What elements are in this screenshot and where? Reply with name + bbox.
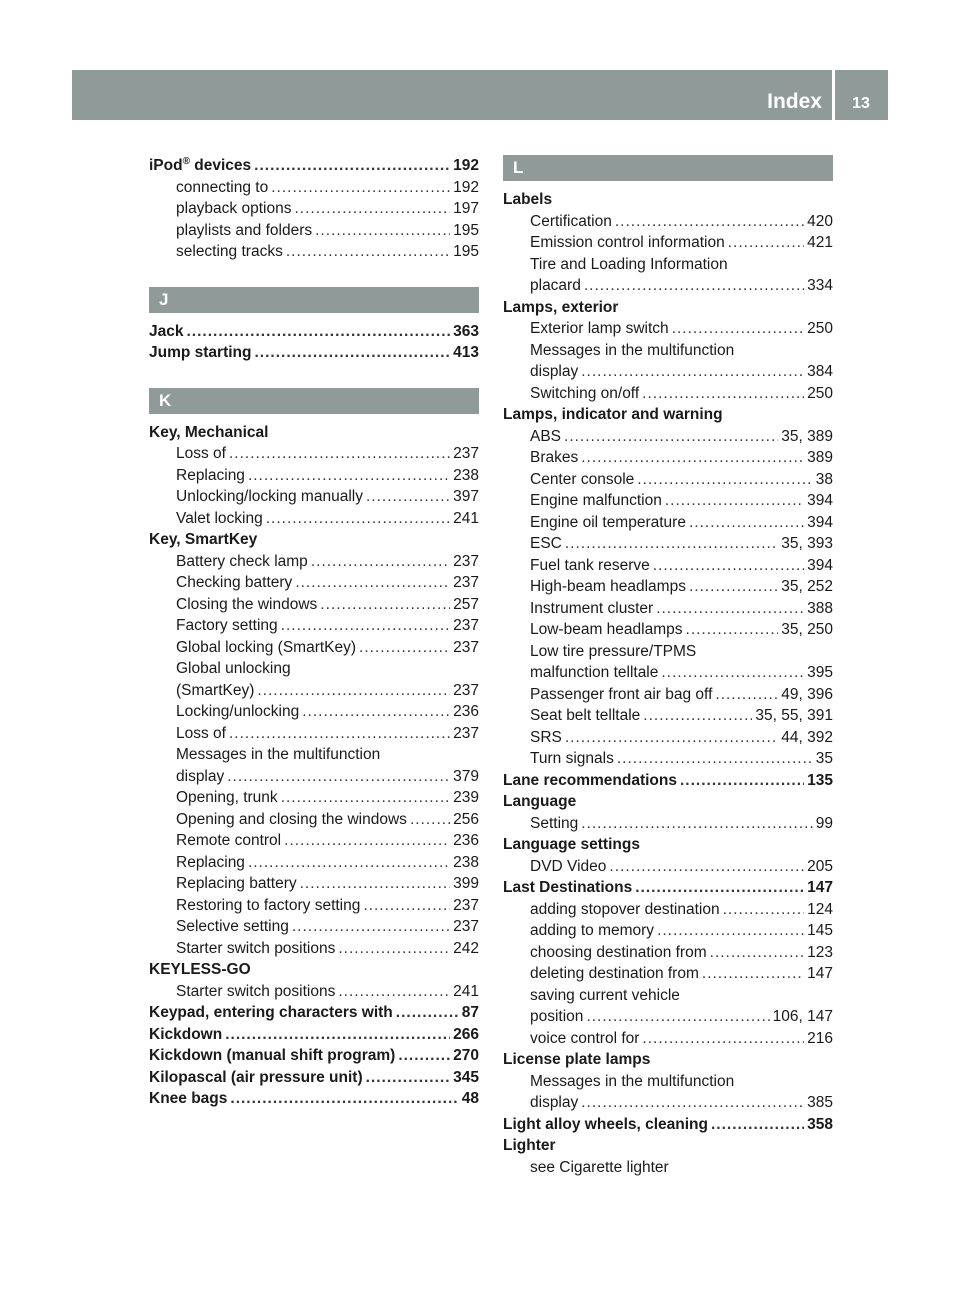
page-reference: 147 [807,879,833,896]
index-entry [149,981,479,1003]
page-reference: 394 [807,513,833,531]
index-heading: Messages in the multifunction [530,1072,735,1090]
dot-leader [254,155,450,177]
index-heading: License plate lamps [503,1051,651,1068]
entry-term: display [530,1094,579,1111]
index-heading: Lighter [503,1137,556,1154]
page-reference: 257 [453,595,479,613]
entry-term: adding to memory [530,922,655,939]
index-entry [149,701,479,723]
page-reference: 395 [807,664,833,681]
page-reference: 389 [807,449,833,466]
entry-term: Factory setting [176,617,278,634]
dot-leader [266,508,450,530]
index-entry [149,830,479,852]
entry-term: adding stopover destination [530,900,720,918]
entry-term: Emission control information [530,234,725,251]
index-entry [149,1088,479,1110]
dot-leader [642,383,804,405]
page-reference: 421 [807,234,833,251]
dot-leader [320,594,450,616]
dot-leader [586,1006,769,1028]
entry-term: placard [530,277,581,294]
index-entry [149,241,479,263]
entry-term: Passenger front air bag off [530,685,713,703]
page-reference: 99 [815,814,833,832]
page-reference: 420 [807,212,833,230]
page-reference: 35, 250 [781,621,833,638]
page-reference: 237 [453,896,479,914]
page-reference: 35, 393 [781,535,833,552]
entry-term: deleting destination from [530,965,699,982]
page-reference: 250 [807,384,833,402]
index-entry [149,1045,479,1067]
index-entry [149,615,479,637]
dot-leader [271,177,450,199]
dot-leader [584,275,804,297]
page-reference: 394 [807,492,833,509]
page-reference: 379 [453,767,479,785]
dot-leader [635,877,804,899]
index-entry [503,899,833,921]
entry-term: playback options [176,200,292,217]
entry-term: Loss of [176,445,226,462]
page-reference: 237 [453,574,479,591]
index-entry [149,443,479,465]
index-entry [149,551,479,573]
page-reference: 238 [453,466,479,484]
dot-leader [723,899,805,921]
entry-term: Low-beam headlamps [530,621,683,638]
page-reference: 236 [453,703,479,720]
index-entry [503,1006,833,1028]
dot-leader [581,1092,804,1114]
page-reference: 236 [453,832,479,849]
entry-term: (SmartKey) [176,681,255,699]
index-heading: Key, SmartKey [149,531,258,548]
page-reference: 216 [807,1029,833,1047]
entry-term: SRS [530,728,562,746]
page-reference: 38 [815,470,833,488]
entry-term: Opening, trunk [176,789,278,806]
index-entry [149,723,479,745]
index-entry [503,705,833,727]
entry-term: iPod® devices [149,155,252,174]
section-letter-header: L [503,155,833,181]
index-heading: saving current vehicle [530,986,680,1004]
index-entry [149,895,479,917]
index-entry [503,963,833,985]
dot-leader [689,576,778,598]
index-entry [149,342,479,364]
page-reference: 388 [807,599,833,617]
index-heading: Messages in the multifunction [530,341,735,359]
page-reference: 35, 252 [781,578,833,595]
entry-term: Exterior lamp switch [530,320,669,337]
index-entry [503,426,833,448]
index-entry [503,1028,833,1050]
entry-term: Starter switch positions [176,939,336,957]
entry-term: Loss of [176,724,226,742]
dot-leader [728,232,804,254]
dot-leader [366,486,450,508]
index-entry [149,1002,479,1024]
dot-leader [338,981,450,1003]
page-reference: 397 [453,488,479,505]
dot-leader [227,766,450,788]
page-reference: 237 [453,724,479,742]
dot-leader [248,852,450,874]
dot-leader [689,512,804,534]
index-entry [149,155,479,177]
index-entry [149,594,479,616]
dot-leader [656,598,804,620]
dot-leader [581,447,804,469]
index-heading: Key, Mechanical [149,423,269,441]
index-entry [503,942,833,964]
index-entry [503,1092,833,1114]
section-letter-header: K [149,388,479,414]
index-heading: Lamps, exterior [503,298,619,316]
dot-leader [609,856,804,878]
index-heading: Messages in the multifunction [176,746,381,763]
entry-term: Keypad, entering characters with [149,1004,393,1021]
index-heading: Tire and Loading Information [530,255,728,273]
dot-leader [302,701,450,723]
dot-leader [281,615,450,637]
dot-leader [637,469,812,491]
page-reference: 385 [807,1094,833,1111]
dot-leader [186,321,450,343]
dot-leader [565,533,778,555]
page-reference: 358 [807,1115,833,1133]
dot-leader [281,787,450,809]
dot-leader [710,942,804,964]
entry-term: Global locking (SmartKey) [176,638,357,656]
page-reference: 238 [453,853,479,871]
index-entry [149,572,479,594]
index-entry [503,1114,833,1136]
dot-leader [410,809,450,831]
index-column-right [503,155,833,1178]
index-entry [149,809,479,831]
entry-term: Kilopascal (air pressure unit) [149,1068,363,1086]
index-entry [503,877,833,899]
index-entry [149,321,479,343]
entry-term: Engine malfunction [530,492,662,509]
page-reference: 195 [453,221,479,239]
page-reference: 205 [807,857,833,875]
index-entry [503,490,833,512]
entry-term: Kickdown [149,1025,223,1043]
page-reference: 106, 147 [772,1008,833,1025]
entry-term: Replacing [176,466,245,484]
index-heading: Global unlocking [176,660,291,677]
dot-leader [615,211,804,233]
index-entry [503,598,833,620]
entry-term: Valet locking [176,509,263,527]
entry-term: Brakes [530,449,579,466]
page-reference: 145 [807,922,833,939]
entry-term: Switching on/off [530,384,640,402]
index-heading: KEYLESS-GO [149,961,251,978]
entry-term: High-beam headlamps [530,578,686,595]
index-entry [149,220,479,242]
page-reference: 123 [807,943,833,961]
index-entry [149,637,479,659]
dot-leader [643,705,752,727]
page-reference: 384 [807,363,833,380]
entry-term: malfunction telltale [530,664,659,681]
entry-term: Unlocking/locking manually [176,488,363,505]
page-title: Index [767,90,822,113]
index-entry [149,508,479,530]
dot-leader [680,770,804,792]
page-reference: 49, 396 [781,685,833,703]
dot-leader [657,920,804,942]
dot-leader [686,619,779,641]
page-reference: 399 [453,875,479,892]
dot-leader [229,723,450,745]
dot-leader [665,490,804,512]
dot-leader [286,241,450,263]
index-entry [503,856,833,878]
index-entry [149,873,479,895]
index-heading: Labels [503,191,553,208]
page-reference: 124 [807,900,833,918]
entry-term: playlists and folders [176,221,313,239]
entry-term: Lane recommendations [503,771,677,789]
entry-term: ESC [530,535,562,552]
page-reference: 237 [453,617,479,634]
dot-leader [581,813,812,835]
index-entry [503,447,833,469]
index-entry [149,938,479,960]
entry-term: display [176,767,225,785]
page-reference: 197 [453,200,479,217]
dot-leader [396,1002,459,1024]
dot-leader [366,1067,451,1089]
index-entry [503,748,833,770]
page-reference: 394 [807,556,833,574]
index-entry [503,232,833,254]
index-entry [503,361,833,383]
entry-term: Battery check lamp [176,552,308,570]
entry-term: Light alloy wheels, cleaning [503,1115,708,1133]
dot-leader [564,426,778,448]
page-reference: 250 [807,320,833,337]
dot-leader [248,465,450,487]
index-entry [503,211,833,233]
page-reference: 48 [461,1090,479,1107]
entry-term: Jack [149,322,184,340]
page-reference: 87 [461,1004,479,1021]
dot-leader [661,662,804,684]
entry-term: voice control for [530,1029,640,1047]
dot-leader [284,830,450,852]
page-reference: 266 [453,1025,479,1043]
index-entry [503,920,833,942]
index-entry [503,469,833,491]
index-heading: Language [503,793,577,810]
page-reference: 237 [453,638,479,656]
dot-leader [565,727,778,749]
dot-leader [363,895,450,917]
dot-leader [398,1045,450,1067]
index-entry [503,662,833,684]
index-entry [503,512,833,534]
entry-term: Turn signals [530,750,614,767]
entry-term: Setting [530,814,579,832]
index-heading: Lamps, indicator and warning [503,406,723,423]
index-entry [149,1024,479,1046]
entry-term: position [530,1008,584,1025]
index-entry [503,727,833,749]
entry-term: connecting to [176,178,269,196]
section-gap [149,364,479,388]
entry-term: Opening and closing the windows [176,810,407,828]
index-entry [149,852,479,874]
page-reference: 241 [453,509,479,527]
index-entry [149,787,479,809]
dot-leader [311,551,450,573]
dot-leader [225,1024,450,1046]
entry-term: choosing destination from [530,943,707,961]
index-entry [503,813,833,835]
index-entry [149,766,479,788]
entry-term: Instrument cluster [530,599,654,617]
index-heading: Low tire pressure/TPMS [530,642,697,660]
page-reference: 35 [815,750,833,767]
entry-term: Remote control [176,832,282,849]
index-entry [149,177,479,199]
page-reference: 44, 392 [781,728,833,746]
section-gap [149,263,479,287]
index-entry [503,576,833,598]
dot-leader [617,748,813,770]
entry-term: ABS [530,427,562,445]
page-reference: 35, 55, 391 [755,707,833,724]
index-heading: Language settings [503,836,640,853]
page-reference: 242 [453,939,479,957]
entry-term: Jump starting [149,344,252,361]
page-reference: 237 [453,681,479,699]
header-separator [832,70,835,120]
entry-term: DVD Video [530,857,607,875]
entry-term: Closing the windows [176,595,318,613]
dot-leader [359,637,450,659]
dot-leader [292,916,450,938]
page-reference: 239 [453,789,479,806]
dot-leader [257,680,450,702]
dot-leader [672,318,804,340]
index-entry [149,198,479,220]
entry-term: Engine oil temperature [530,513,686,531]
page-reference: 256 [453,810,479,828]
page-reference: 363 [453,322,479,340]
dot-leader [702,963,804,985]
index-entry [503,619,833,641]
page-reference: 192 [453,157,479,174]
index-entry [149,486,479,508]
index-entry [503,275,833,297]
page-reference: 237 [453,918,479,935]
index-entry [149,916,479,938]
entry-term: Certification [530,212,612,230]
page-reference: 241 [453,982,479,1000]
dot-leader [300,873,451,895]
section-letter-header: J [149,287,479,313]
entry-term: Restoring to factory setting [176,896,361,914]
dot-leader [715,684,778,706]
index-heading: see Cigarette lighter [530,1158,669,1176]
index-entry [149,680,479,702]
page-number: 13 [852,95,870,112]
entry-term: Last Destinations [503,879,633,896]
entry-term: Starter switch positions [176,982,336,1000]
entry-term: selecting tracks [176,243,283,260]
page-reference: 345 [453,1068,479,1086]
page-reference: 237 [453,552,479,570]
dot-leader [229,443,450,465]
entry-term: Selective setting [176,918,289,935]
page-reference: 237 [453,445,479,462]
page-reference: 270 [453,1047,479,1064]
index-entry [503,318,833,340]
index-entry [149,1067,479,1089]
index-entry [503,770,833,792]
index-entry [503,555,833,577]
index-column-left [149,155,479,1110]
index-entry [503,383,833,405]
page-reference: 35, 389 [781,427,833,445]
dot-leader [230,1088,458,1110]
dot-leader [581,361,804,383]
entry-term: Kickdown (manual shift program) [149,1047,396,1064]
entry-term: Locking/unlocking [176,703,300,720]
page-reference: 135 [807,771,833,789]
dot-leader [295,572,450,594]
dot-leader [653,555,804,577]
dot-leader [315,220,450,242]
entry-term: Fuel tank reserve [530,556,650,574]
entry-term: Replacing [176,853,245,871]
page-reference: 334 [807,277,833,294]
entry-term: Replacing battery [176,875,297,892]
dot-leader [711,1114,804,1136]
index-entry [503,684,833,706]
index-entry [503,533,833,555]
page-reference: 195 [453,243,479,260]
dot-leader [338,938,450,960]
page-reference: 192 [453,178,479,196]
page-reference: 147 [807,965,833,982]
dot-leader [254,342,450,364]
page-reference: 413 [453,344,479,361]
entry-term: display [530,363,579,380]
entry-term: Center console [530,470,635,488]
dot-leader [294,198,450,220]
entry-term: Checking battery [176,574,293,591]
entry-term: Seat belt telltale [530,707,641,724]
dot-leader [642,1028,804,1050]
entry-term: Knee bags [149,1090,228,1107]
index-entry [149,465,479,487]
